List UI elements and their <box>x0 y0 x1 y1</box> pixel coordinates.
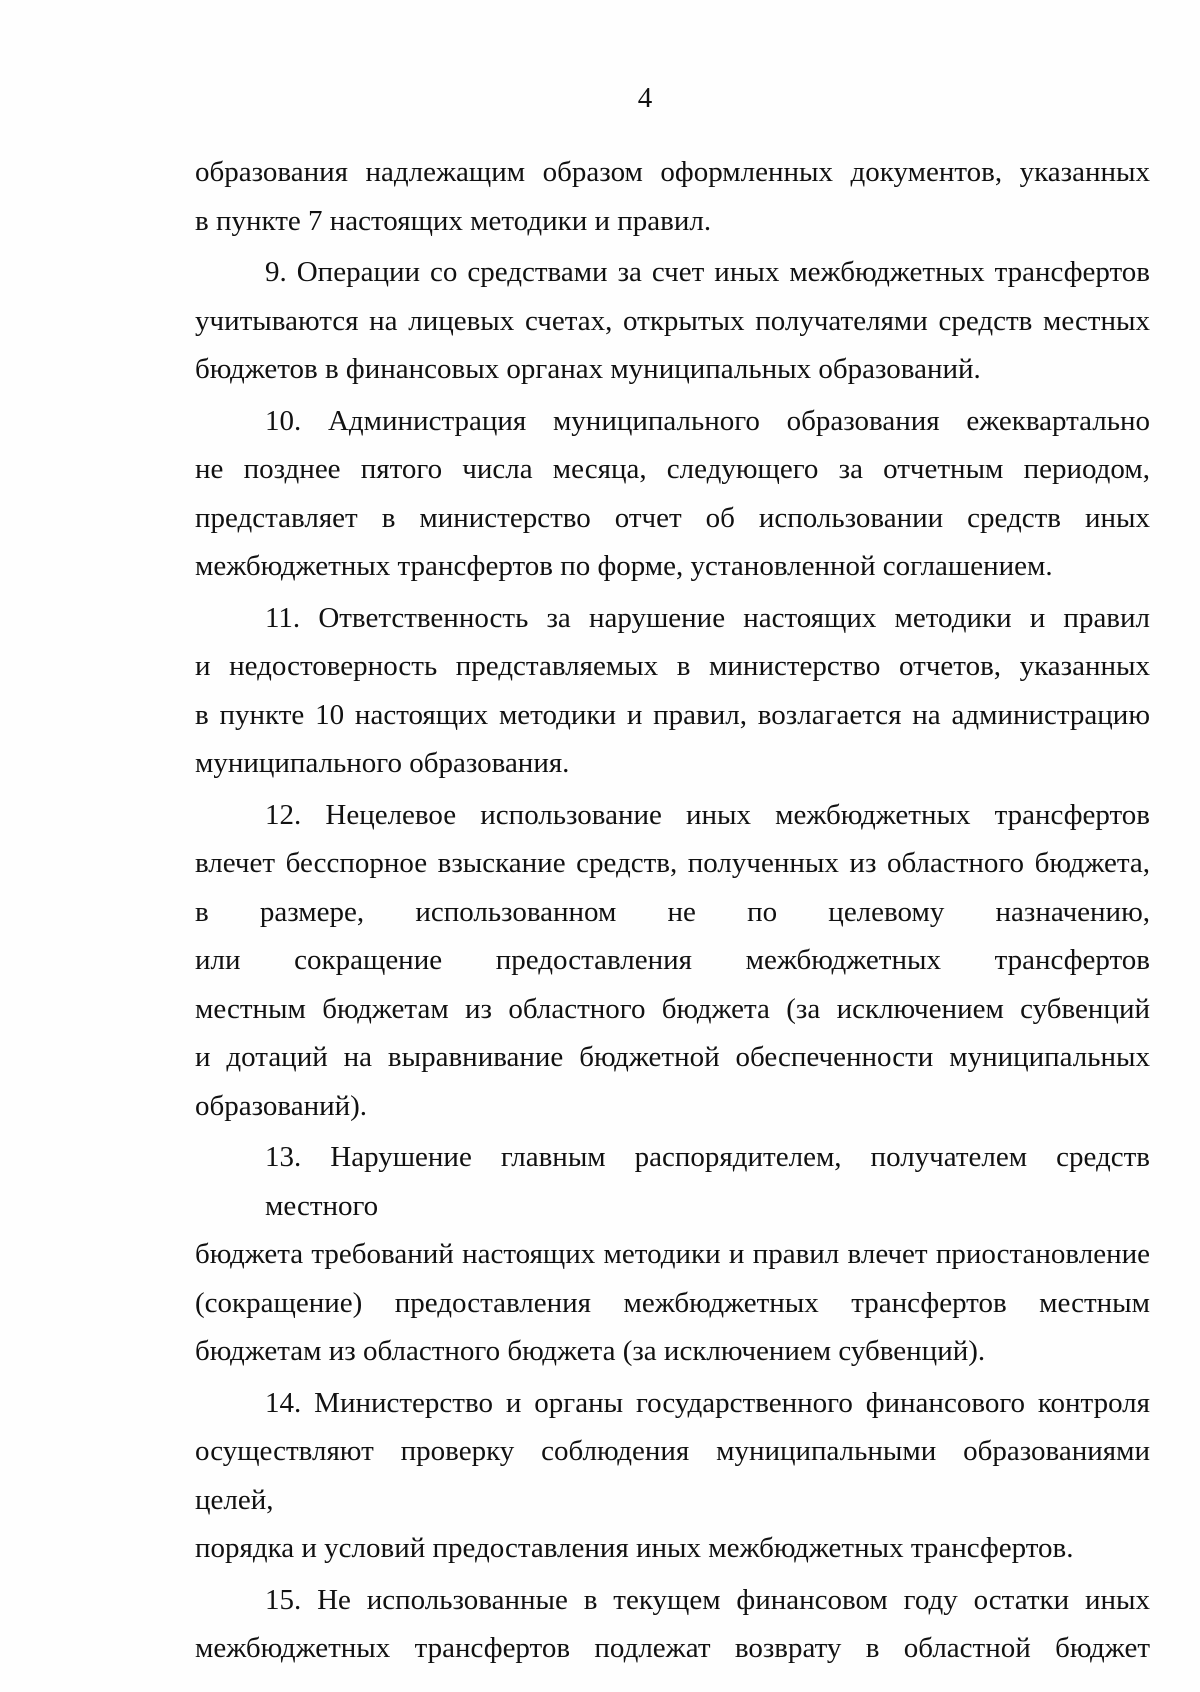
paragraph-13 <box>195 1133 1150 1376</box>
text-line: образования надлежащим образом оформленных документов, указанных <box>195 156 1150 188</box>
text-line: местным бюджетам из областного бюджета (за исключением субвенций <box>195 992 1150 1025</box>
paragraph-continuation <box>195 148 1150 245</box>
text-line: 12. Нецелевое использование иных межбюджетных трансфертов <box>265 798 1150 831</box>
paragraph-14 <box>195 1379 1150 1573</box>
text-line: учитываются на лицевых счетах, открытых получателями средств местных <box>195 304 1150 337</box>
paragraph-10 <box>195 397 1150 591</box>
text-line: муниципального образования. <box>195 747 570 779</box>
text-line: 10. Администрация муниципального образования ежеквартально <box>265 404 1150 437</box>
text-line: межбюджетных трансфертов подлежат возврату в областной бюджет <box>195 1632 1150 1664</box>
text-line: образований). <box>195 1089 368 1122</box>
text-line: порядка и условий предоставления иных межбюджетных трансфертов. <box>195 1532 1074 1564</box>
text-line: и дотаций на выравнивание бюджетной обеспеченности муниципальных <box>195 1041 1150 1073</box>
text-line: 9. Операции со средствами за счет иных межбюджетных трансфертов <box>265 256 1150 288</box>
text-line: в размере, использованном не по целевому назначению, <box>195 895 1150 928</box>
document-body <box>195 148 1150 1676</box>
text-line: бюджета требований настоящих методики и правил влечет приостановление <box>195 1238 1150 1270</box>
paragraph-15 <box>195 1576 1150 1673</box>
text-line: осуществляют проверку соблюдения муниципальными образованиями целей, <box>195 1435 1150 1516</box>
text-line: 11. Ответственность за нарушение настоящих методики и правил <box>265 601 1150 634</box>
paragraph-12 <box>195 791 1150 1131</box>
text-line: бюджетов в финансовых органах муниципальных образований. <box>195 353 981 385</box>
text-line: бюджетам из областного бюджета (за исключением субвенций). <box>195 1335 986 1367</box>
text-line: или сокращение предоставления межбюджетных трансфертов <box>195 944 1150 976</box>
text-line: 14. Министерство и органы государственного финансового контроля <box>265 1386 1150 1419</box>
page-number: 4 <box>637 82 653 114</box>
text-line: влечет бесспорное взыскание средств, полученных из областного бюджета, <box>195 847 1150 879</box>
paragraph-9 <box>195 248 1150 394</box>
text-line: (сокращение) предоставления межбюджетных трансфертов местным <box>195 1286 1150 1319</box>
text-line: в пункте 7 настоящих методики и правил. <box>195 204 712 237</box>
text-line: не позднее пятого числа месяца, следующего за отчетным периодом, <box>195 453 1150 485</box>
text-line: 13. Нарушение главным распорядителем, получателем средств местного <box>265 1141 1150 1222</box>
paragraph-11 <box>195 594 1150 788</box>
text-line: и недостоверность представляемых в министерство отчетов, указанных <box>195 650 1150 682</box>
text-line: межбюджетных трансфертов по форме, установленной соглашением. <box>195 550 1053 582</box>
text-line: 15. Не использованные в текущем финансовом году остатки иных <box>265 1583 1150 1616</box>
text-line: представляет в министерство отчет об использовании средств иных <box>195 501 1150 534</box>
text-line: в пункте 10 настоящих методики и правил, возлагается на администрацию <box>195 698 1150 731</box>
